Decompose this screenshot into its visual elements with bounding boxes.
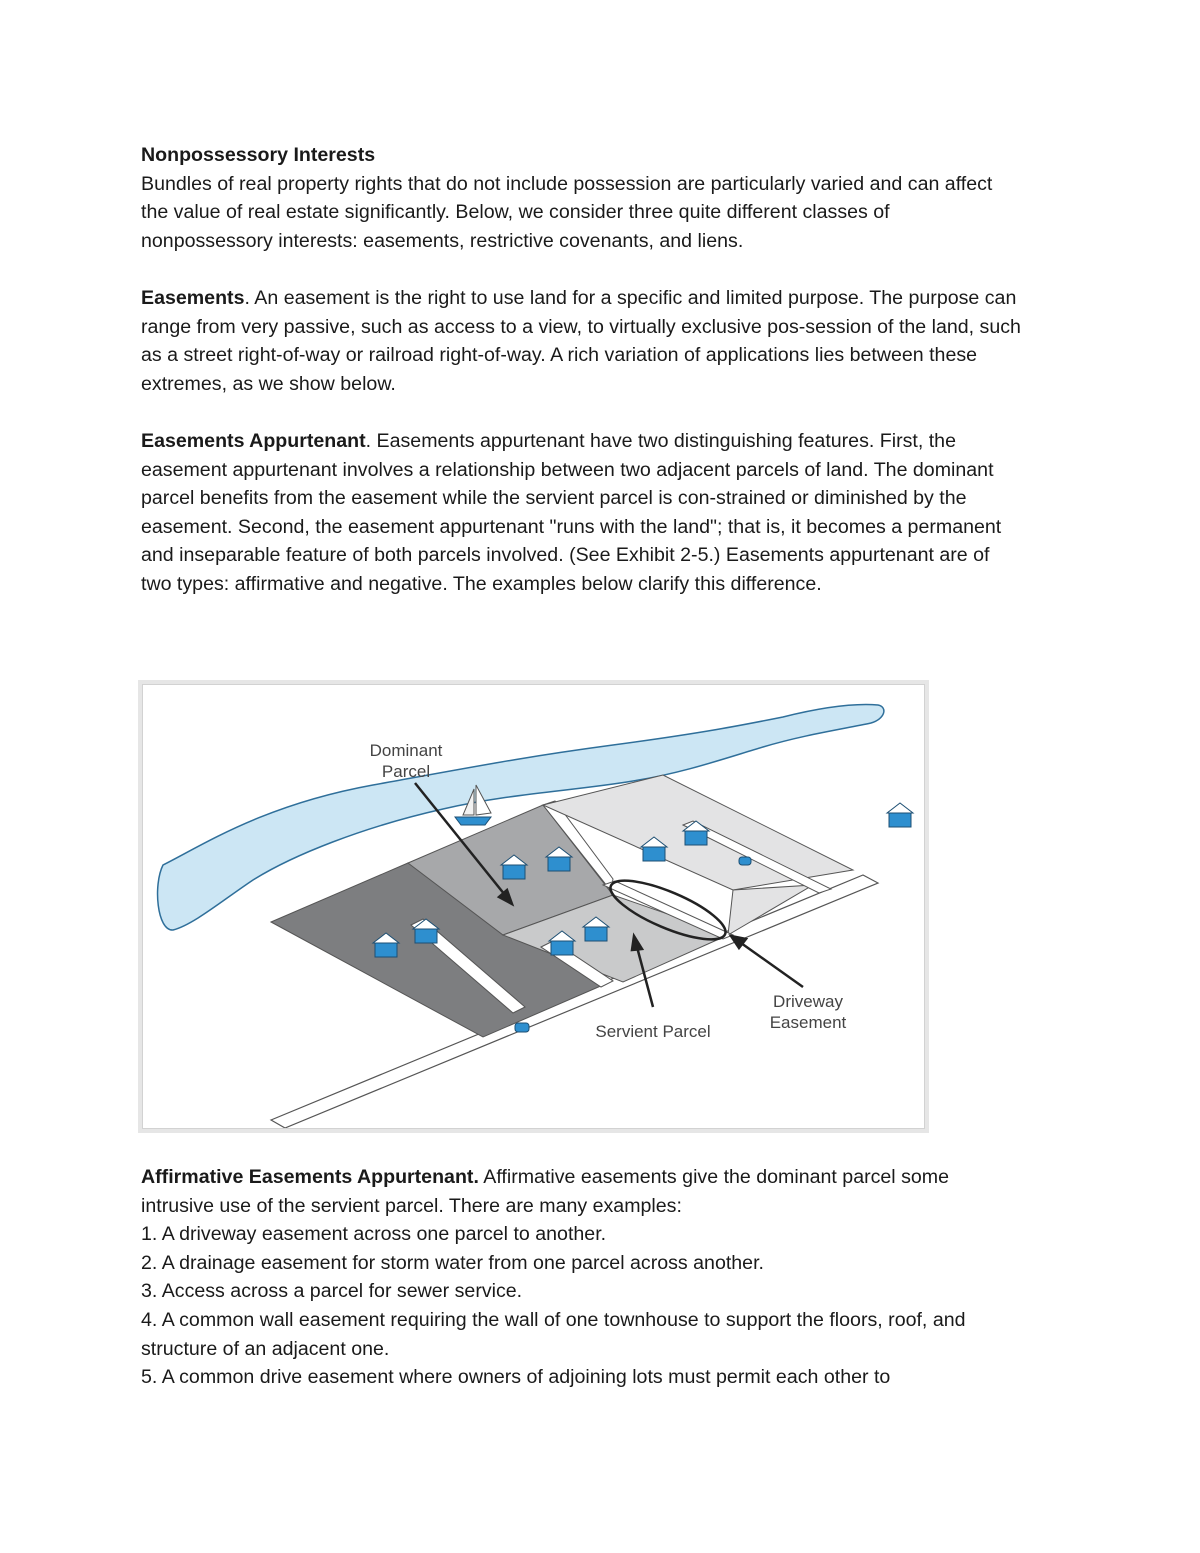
easement-diagram [143,685,924,1128]
label-dominant-line2: Parcel [381,762,431,781]
list-item: 1. A driveway easement across one parcel to another. [141,1223,607,1246]
paragraph-easements-appurtenant [141,427,1021,599]
car-icon [515,1023,529,1032]
heading-affirmative: Affirmative Easements Appurtenant. [141,1166,479,1188]
text-affirmative: Affirmative easements give the dominant parcel some intrusive use of the servient parcel. There are many examples: [141,1166,950,1217]
heading-easements: Easements [141,286,245,309]
paragraph-nonpossessory [141,141,1021,255]
label-servient: Servient Parcel [595,1022,711,1041]
paragraph-easements [141,284,1021,398]
house-icon [887,803,913,827]
document-body [141,141,1021,627]
text-easements-appurtenant: . Easements appurtenant have two distinguishing features. First, the easement appurtenant involves a relationship between two adjacent parcels of land. The dominant parcel benefits from the easement while the servient parcel is con-strained or diminished by the easement. Second, the easement appurtenant "runs with the land"; that is, it becomes a permanent and inseparable feature of both parcels involved. (See Exhibit 2-5.) Easements appurtenant are of two types: affirmative and negative. The examples below clarify this difference. [141,429,1002,595]
document-body-lower [141,1163,1021,1392]
label-dominant-line1: Dominant [369,741,443,760]
car-icon [739,857,751,865]
heading-easements-appurtenant: Easements Appurtenant [141,429,366,452]
list-item: 5. A common drive easement where owners of adjoining lots must permit each other to [141,1366,891,1389]
list-item: 4. A common wall easement requiring the wall of one townhouse to support the floors, roof, and structure of an adjacent one. [141,1308,966,1360]
heading-nonpossessory: Nonpossessory Interests [141,144,376,166]
paragraph-affirmative [141,1163,1021,1220]
label-driveway-line2: Easement [769,1013,847,1032]
text-nonpossessory: Bundles of real property rights that do not include possession are particularly varied and can affect the value of real estate significantly. Below, we consider three quite different classes of nonpossessory interests: easements, restrictive covenants, and liens. [141,172,993,252]
label-driveway-line1: Driveway [773,992,843,1011]
list-item: 2. A drainage easement for storm water from one parcel across another. [141,1251,764,1274]
exhibit-figure [143,685,924,1128]
list-item: 3. Access across a parcel for sewer service. [141,1280,523,1303]
text-easements: . An easement is the right to use land for a specific and limited purpose. The purpose can range from very passive, such as access to a view, to virtually exclusive pos-session of the land, such as a street right-of-way or railroad right-of-way. A rich variation of applications lies between these extremes, as we show below. [141,286,1021,395]
